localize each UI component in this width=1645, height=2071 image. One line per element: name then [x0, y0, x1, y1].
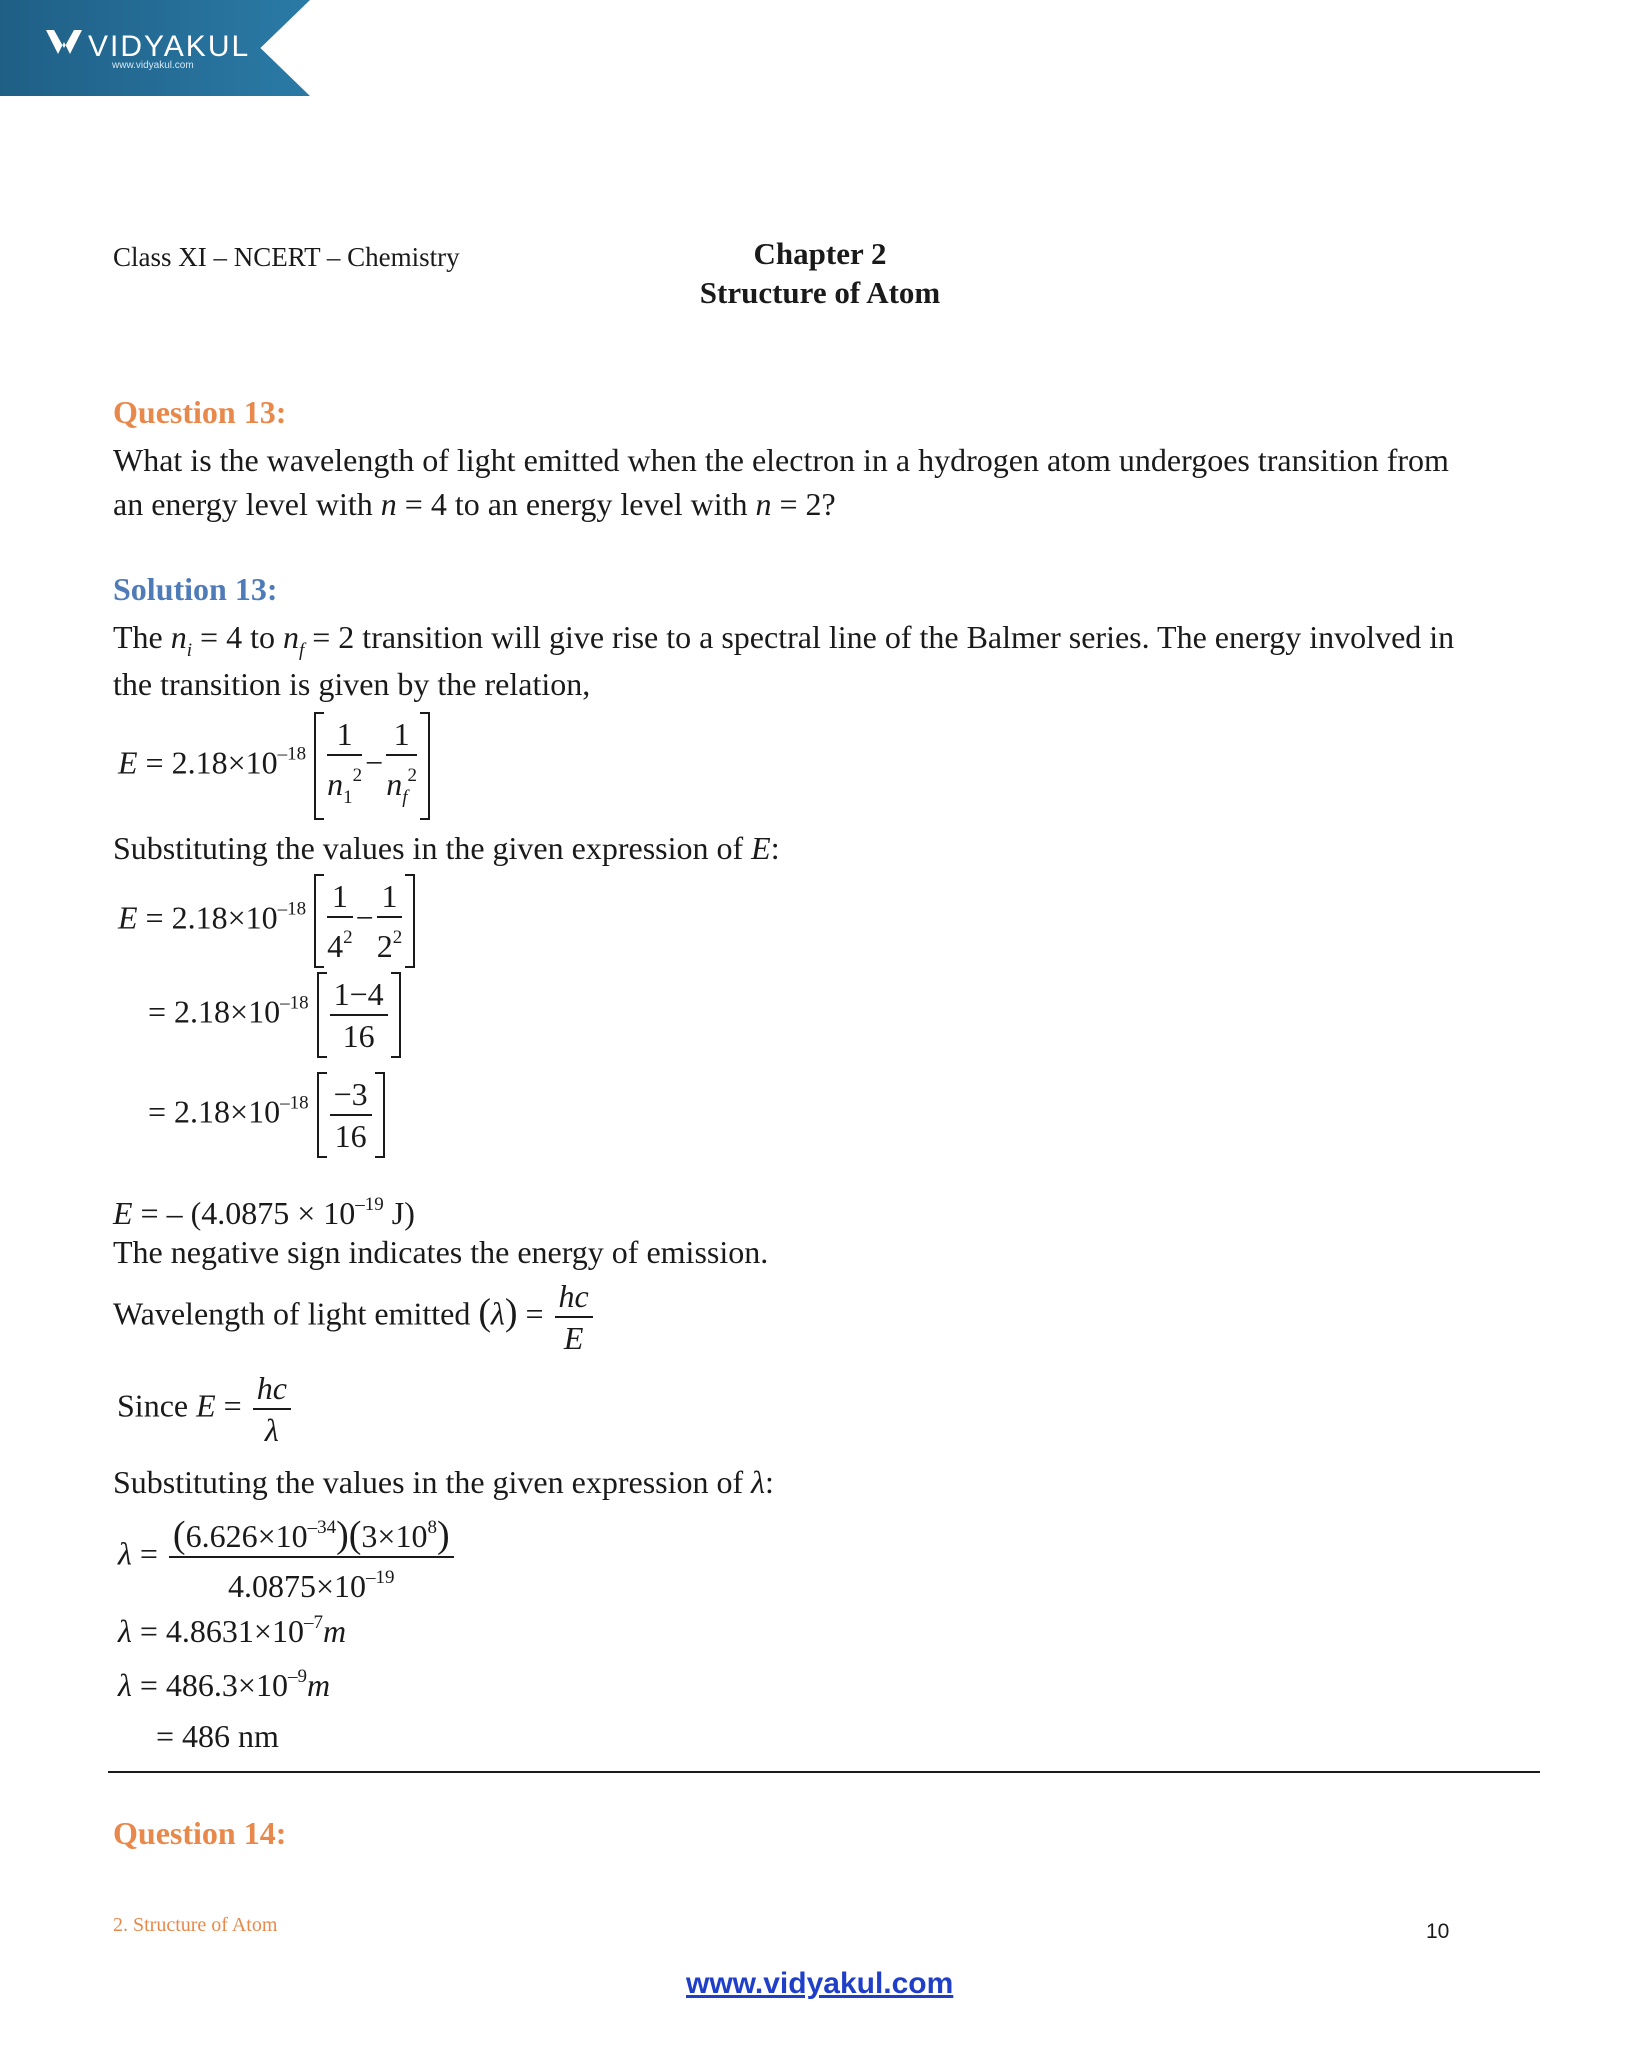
solution-13-heading: Solution 13:	[113, 571, 278, 607]
equation-energy-step-2: = $2.18\times 10^{-18}$ $\frac{1-4}{16}$	[148, 972, 401, 1058]
equation-energy-step-3: = $2.18\times 10^{-18}$ $\frac{-3}{16}$	[148, 1072, 385, 1158]
lambda-result-1: $\lambda = 4.8631\times 10^{-7}m$	[118, 1612, 347, 1649]
solution-13-line-2: the transition is given by the relation,	[113, 666, 591, 702]
section-divider	[108, 1771, 1540, 1773]
logo-url: www.vidyakul.com	[112, 60, 194, 71]
solution-13-line-1: The $n_i = 4$ to $n_f = 2$ transition will give rise to a spectral line of the Balmer series. The energy involved in	[113, 619, 1455, 661]
chapter-number: Chapter 2	[753, 236, 887, 271]
page-number: 10	[1426, 1920, 1450, 1943]
wavelength-formula: Wavelength of light emitted (λ) = $\frac{hc}{E}$	[113, 1276, 596, 1358]
question-14-heading: Question 14:	[113, 1815, 287, 1851]
substituting-energy-line: Substituting the values in the given expression of E:	[113, 830, 780, 866]
logo-brand: VIDYAKUL	[88, 30, 251, 63]
chapter-title: Structure of Atom	[699, 275, 941, 310]
energy-result: E = – ($4.0875 \times 10^{-19}$ J)	[113, 1194, 415, 1231]
substituting-lambda-line: Substituting the values in the given expression of λ:	[113, 1464, 774, 1500]
question-13-heading: Question 13:	[113, 394, 287, 430]
logo-mark-icon	[44, 26, 84, 63]
question-13-line-1: What is the wavelength of light emitted when the electron in a hydrogen atom undergoes transition from	[113, 442, 1449, 478]
footer-chapter-label: 2. Structure of Atom	[113, 1914, 278, 1936]
footer-website-link[interactable]: www.vidyakul.com	[686, 1967, 954, 2000]
equation-energy-substituted: $E = 2.18\times 10^{-18}$ $\frac{1}{4^2}$ − $\frac{1}{2^2}$	[118, 874, 415, 968]
lambda-result-nm: = 486 nm	[156, 1718, 279, 1754]
chapter-heading	[620, 234, 1020, 312]
negative-sign-note: The negative sign indicates the energy of emission.	[113, 1234, 769, 1270]
question-13-line-2: an energy level with n = 4 to an energy level with n = 2?	[113, 486, 836, 522]
class-line: Class XI – NCERT – Chemistry	[113, 242, 460, 272]
since-energy-formula: Since E = $\frac{hc}{\lambda}$	[117, 1368, 294, 1450]
equation-lambda-substituted: λ = $\frac{(6.626\times 10^{-34})(3\times 10^8)}{4.0875\times 10^{-19}}$	[118, 1508, 457, 1606]
equation-energy-general: $E = 2.18\times 10^{-18}$ $\frac{1}{n_1^2}$ − $\frac{1}{n_f^2}$	[118, 712, 430, 820]
lambda-result-2: $\lambda = 486.3\times 10^{-9}m$	[118, 1666, 331, 1703]
